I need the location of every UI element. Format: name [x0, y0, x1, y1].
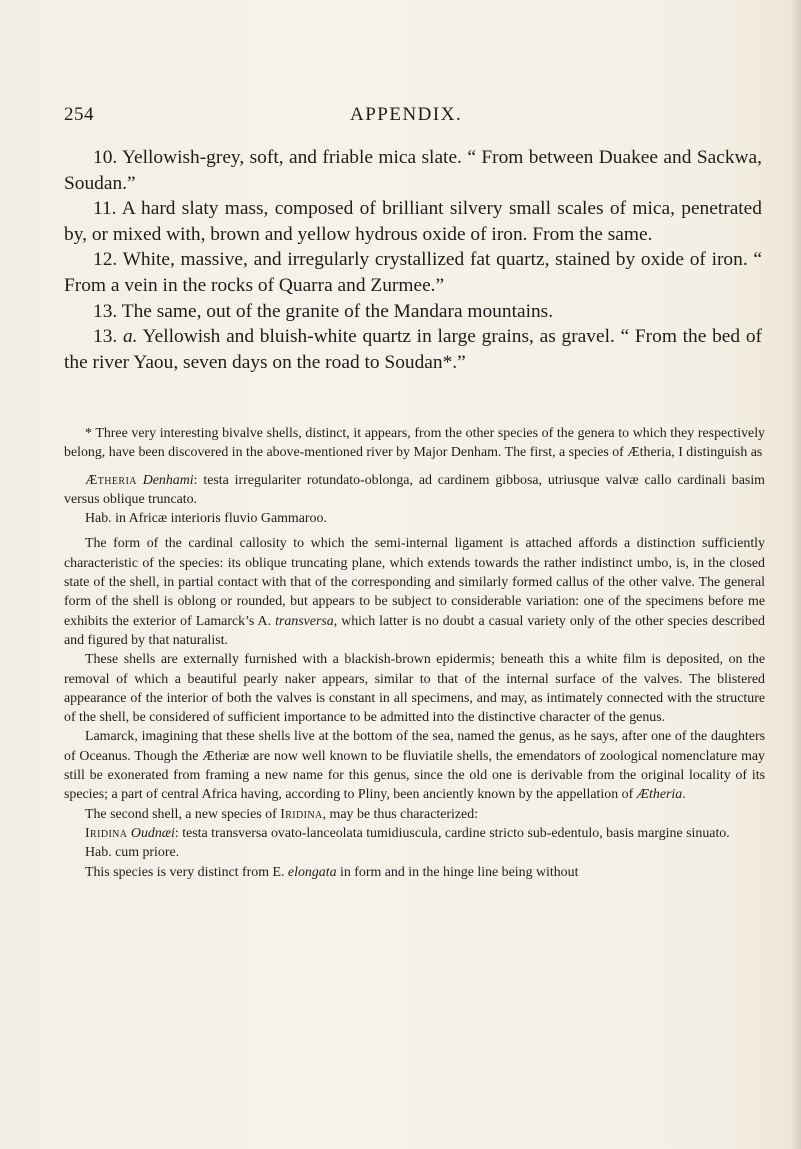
- page-number: 254: [64, 104, 94, 125]
- distinct-post: in form and in the hinge line being without: [336, 864, 579, 880]
- footnote: [64, 424, 765, 882]
- footnote-para-distinct: [64, 863, 765, 882]
- lamarck-text: Lamarck, imagining that these shells live at the bottom of the sea, named the genus, as he says, after one of the daughters of Oceanus. Though the Ætheriæ are now well known to be fluviatile shells, the emendators of zoological nomenclature may still be exonerated from framing a new name for this genus, since the old one is derivable from the original locality of its species; a part of central Africa having, according to Pliny, been anciently known by the appellation of: [64, 729, 765, 803]
- aetheria-species: Denhami: [142, 472, 194, 488]
- form-italic: transversa: [275, 613, 334, 629]
- specimen-13a-letter: a.: [122, 326, 138, 348]
- second-shell-post: , may be thus characterized:: [322, 806, 479, 822]
- iridina-diagnosis: [64, 824, 765, 843]
- aetheria-diagnosis-text: : testa irregulariter rotundato-oblonga, ad cardinem gibbosa, utriusque valvæ callo cardinali basim versus oblique truncato.: [64, 472, 765, 507]
- iridina-habitat: Hab. cum priore.: [85, 845, 180, 861]
- second-shell-genus: Iridina: [280, 806, 323, 822]
- specimen-11: 11. A hard slaty mass, composed of brilliant silvery small scales of mica, penetrated by, or mixed with, brown and yellow hydrous oxide of iron. From the same.: [64, 198, 762, 245]
- specimen-10: 10. Yellowish-grey, soft, and friable mica slate. “ From between Duakee and Sackwa, Soudan.”: [64, 147, 762, 194]
- form-text: The form of the cardinal callosity to which the semi-internal ligament is attached affords a distinction sufficiently characteristic of the species: its oblique truncating plane, which extends towards the rather indistinct umbo, is, in the closed state of the shell, in partial contact with that of the corresponding and similarly formed callus of the other valve. The general form of the shell is oblong or rounded, but appears to be subject to considerable variation: one of the specimens before me exhibits the exterior of Lamarck’s A.: [64, 536, 765, 629]
- distinct-italic: elongata: [287, 864, 337, 880]
- footnote-para-lamarck: [64, 727, 765, 804]
- aetheria-habitat: Hab. in Africæ interioris fluvio Gammaroo.: [85, 511, 327, 527]
- aetheria-diagnosis: [64, 471, 765, 510]
- main-text: [64, 145, 762, 375]
- specimen-12: 12. White, massive, and irregularly crystallized fat quartz, stained by oxide of iron. “ From a vein in the rocks of Quarra and Zurmee.”: [64, 249, 762, 296]
- aetheria-genus: Ætheria: [85, 472, 137, 488]
- form-text-end: , which latter is no doubt a casual variety only of the other species described and figured by that naturalist.: [64, 613, 765, 648]
- running-title: APPENDIX.: [350, 104, 463, 125]
- footnote-para-form: [64, 534, 765, 650]
- iridina-genus: Iridina: [85, 825, 128, 841]
- iridina-species: Oudnæi: [130, 825, 175, 841]
- iridina-diagnosis-text: : testa transversa ovato-lanceolata tumidiuscula, cardine stricto sub-edentulo, basis margine sinuato.: [174, 825, 730, 841]
- page-edge-shadow: [791, 0, 801, 1149]
- footnote-intro: * Three very interesting bivalve shells, distinct, it appears, from the other species of the genera to which they respectively belong, have been discovered in the above-mentioned river by Major Denham. The first, a species of Ætheria, I distinguish as: [64, 426, 765, 461]
- footnote-para-second-shell: [64, 805, 765, 824]
- specimen-13a-number: 13.: [93, 326, 123, 348]
- second-shell-pre: The second shell, a new species of: [85, 806, 281, 822]
- specimen-13a: [64, 324, 762, 375]
- specimen-13a-text: Yellowish and bluish-white quartz in large grains, as gravel. “ From the bed of the river Yaou, seven days on the road to Soudan*.”: [64, 326, 762, 373]
- distinct-pre: This species is very distinct from E.: [85, 864, 288, 880]
- specimen-13: 13. The same, out of the granite of the Mandara mountains.: [93, 300, 554, 322]
- lamarck-italic: Ætheria: [636, 787, 683, 803]
- page-header: [0, 104, 801, 136]
- lamarck-end: .: [682, 787, 686, 803]
- footnote-para-epidermis: These shells are externally furnished with a blackish-brown epidermis; beneath this a white film is deposited, on the removal of which a beautiful pearly naker appears, similar to that of the internal surface of the valves. The blistered appearance of the interior of both the valves is constant in all specimens, and may, as intimately connected with the structure of the shell, be considered of sufficient importance to be admitted into the distinctive character of the genus.: [64, 652, 765, 726]
